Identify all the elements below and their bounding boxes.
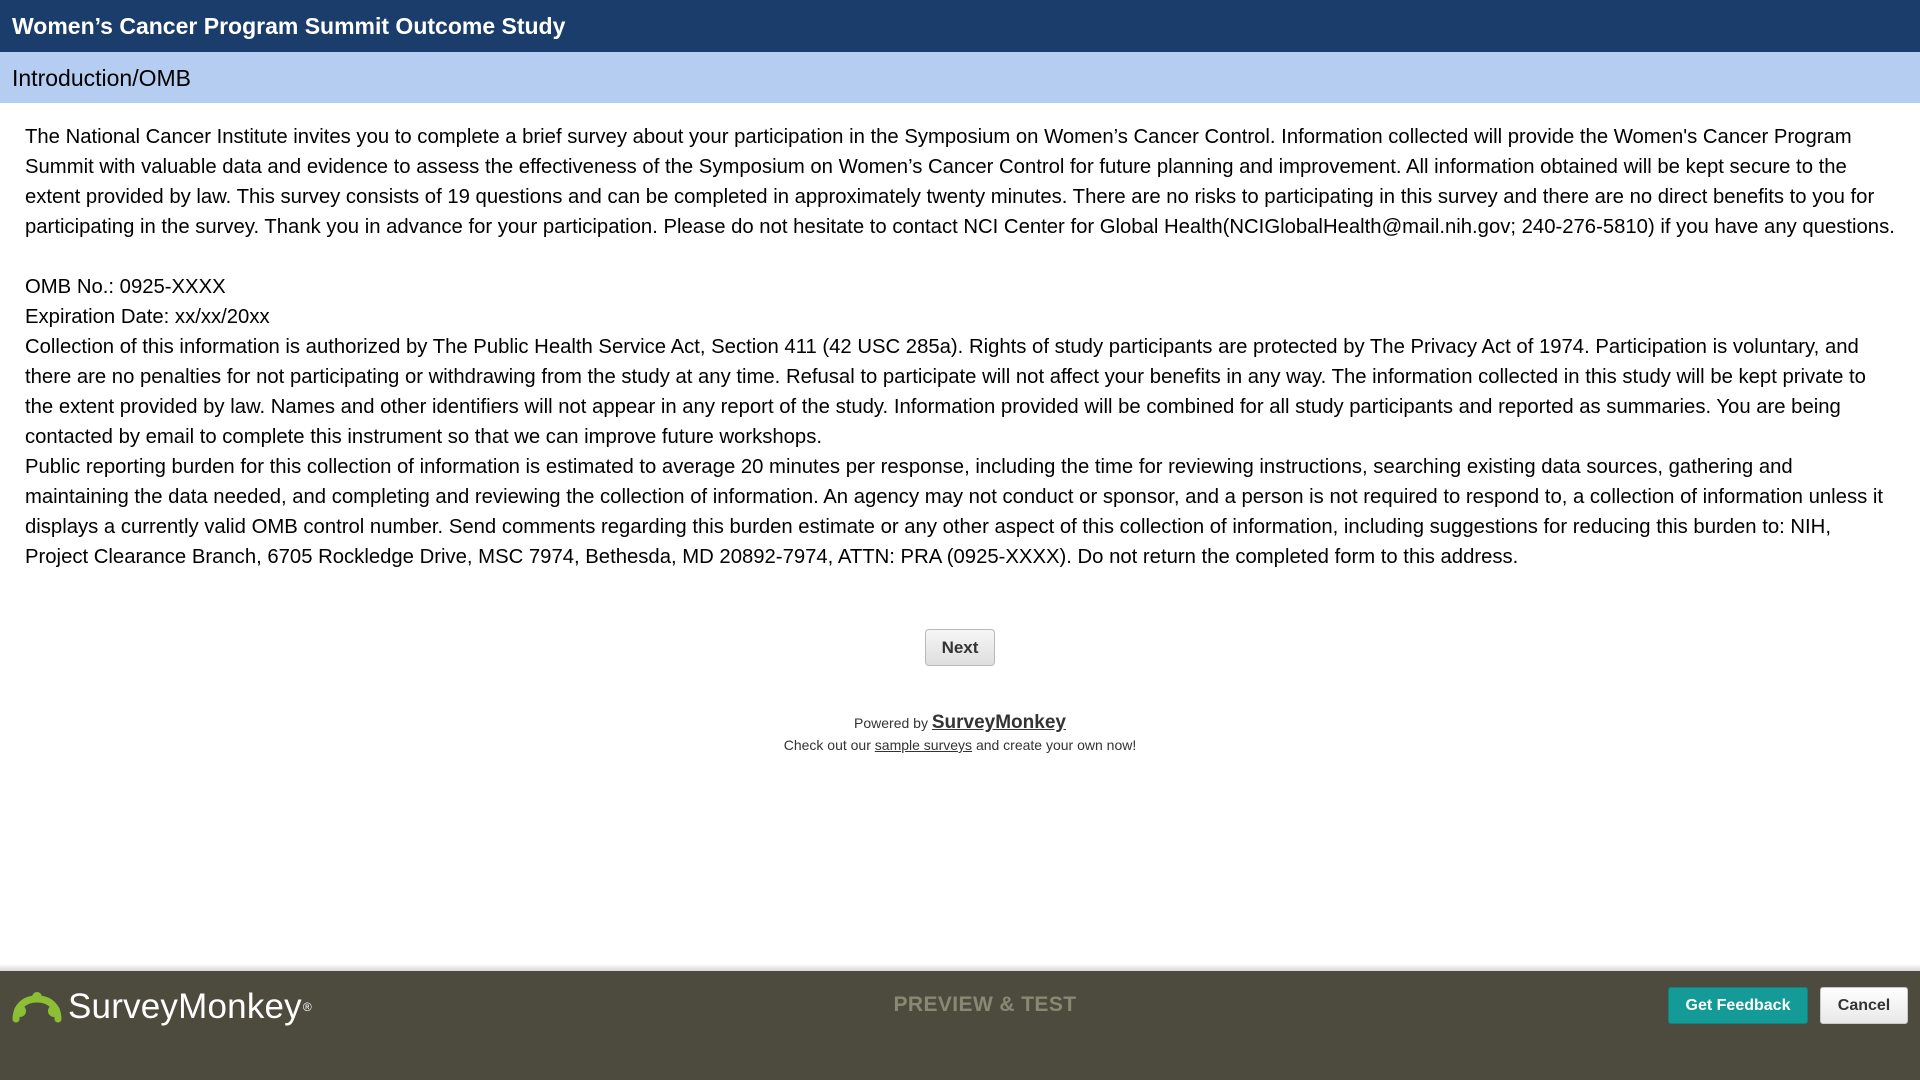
preview-footer [0, 971, 1920, 1080]
logo-wordmark: SurveyMonkey [68, 987, 302, 1026]
checkout-suffix: and create your own now! [975, 737, 1137, 753]
intro-paragraph: The National Cancer Institute invites you to complete a brief survey about your participation in the Symposium on Women’s Cancer Control. Information collected will provide the Women's Cancer Program Summit with valuable data and evidence to assess the effectiveness of the Symposium on Women’s Cancer Control for future planning and improvement. All information obtained will be kept secure to the extent provided by law. This survey consists of 19 questions and can be completed in approximately twenty minutes. There are no risks to participating in this survey and there are no direct benefits to you for participating in the survey. Thank you in advance for your participation. Please do not hesitate to contact NCI Center for Global Health(NCIGlobalHealth@mail.nih.gov; 240-276-5810) if you have any questions. [25, 126, 1895, 238]
checkout-text [0, 735, 1920, 755]
survey-title: Women’s Cancer Program Summit Outcome Study [0, 0, 1920, 52]
page-title: Introduction/OMB [0, 52, 1920, 103]
registered-mark: ® [302, 1000, 312, 1014]
next-button[interactable]: Next [925, 629, 995, 666]
burden-paragraph: Public reporting burden for this collection of information is estimated to average 20 minutes per response, including the time for reviewing instructions, searching existing data sources, gathering and maintaining the data needed, and completing and reviewing the collection of information. An agency may not conduct or sponsor, and a person is not required to respond to, a collection of information unless it displays a currently valid OMB control number. Send comments regarding this burden estimate or any other aspect of this collection of information, including suggestions for reducing this burden to: NIH, Project Clearance Branch, 6705 Rockledge Drive, MSC 7974, Bethesda, MD 20892-7974, ATTN: PRA (0925-XXXX). Do not return the completed form to this address. [25, 456, 1884, 568]
powered-by [0, 713, 1920, 733]
cancel-button[interactable]: Cancel [1820, 987, 1908, 1024]
checkout-prefix: Check out our [783, 737, 871, 753]
expiration-date: Expiration Date: xx/xx/20xx [25, 306, 270, 328]
paragraph-gap [25, 242, 1895, 272]
sample-surveys-link[interactable]: sample surveys [874, 737, 973, 753]
preview-test-label: PREVIEW & TEST [893, 993, 1077, 1016]
powered-by-label: Powered by [854, 715, 928, 731]
get-feedback-button[interactable]: Get Feedback [1668, 987, 1808, 1024]
omb-number: OMB No.: 0925-XXXX [25, 276, 226, 298]
collection-paragraph: Collection of this information is authorized by The Public Health Service Act, Section 411 (42 USC 285a). Rights of study participants are protected by The Privacy Act of 1974. Participation is voluntary, and there are no penalties for not participating or withdrawing from the study at any time. Refusal to participate will not affect your benefits in any way. The information collected in this study will be kept private to the extent provided by law. Names and other identifiers will not appear in any report of the study. Information provided will be combined for all study participants and reported as summaries. You are being contacted by email to complete this instrument so that we can improve future workshops. [25, 336, 1866, 448]
surveymonkey-link[interactable]: SurveyMonkey [931, 712, 1066, 733]
survey-content [25, 122, 1895, 572]
